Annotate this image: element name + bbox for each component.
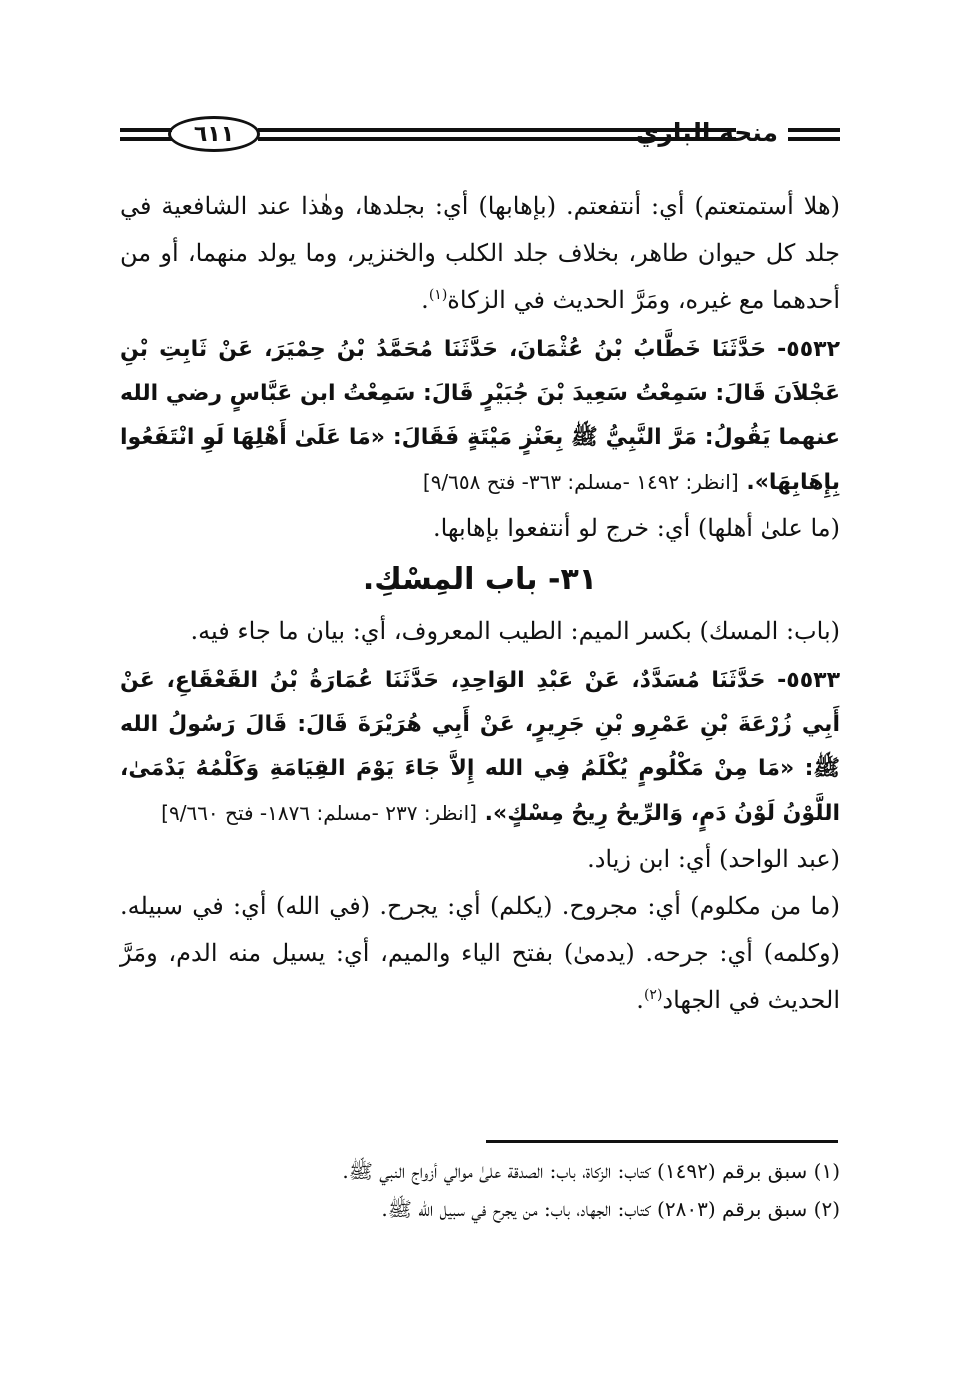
chapter-heading: ٣١- باب المِسْكِ. — [362, 562, 598, 597]
hadith-5532: ٥٥٣٢- حَدَّثَنَا خَطَّابُ بْنُ عُثْمَانَ، حَدَّثَنَا مُحَمَّدُ بْنُ حِمْيَرَ، عَنْ ثَابِتِ بْنِ عَجْلاَنَ قَالَ: سَمِعْتُ سَعِيدَ بْنَ جُبَيْرٍ قَالَ: سَمِعْتُ ابن عَبَّاسٍ رضي الله عنهما يَقُولُ: مَرَّ النَّبِيُّ ﷺ بِعَنْزٍ مَيْتَةٍ فَقَالَ: «مَا عَلَىٰ أَهْلِهَا لَوِ انْتَفَعُوا بِإِهَابِهَا». [انظر: ١٤٩٢ -مسلم: ٣٦٣- فتح ٩/٦٥٨] — [120, 337, 840, 495]
hadith-5533-reference: [انظر: ٢٣٧ -مسلم: ١٨٧٦- فتح ٩/٦٦٠] — [161, 801, 477, 825]
footnote-1: (١) سبق برقم (١٤٩٢) كتاب: الزكاة، باب: الصدقة علىٰ موالي أزواج النبي ﷺ. — [342, 1159, 840, 1183]
header-rule-right — [788, 128, 840, 141]
footnote-2: (٢) سبق برقم (٢٨٠٣) كتاب: الجهاد، باب: من يجرح في سبيل الله ﷺ. — [381, 1197, 840, 1221]
commentary-paragraph-5: (ما من مكلوم) أي: مجروح. (يكلم) أي: يجرح. (في الله) أي: في سبيله. (وكلمه) أي: جرحه. (يدمىٰ) بفتح الياء والميم، أي: يسيل منه الدم، ومَرَّ الحديث في الجهاد$^{(٢)}$. — [120, 892, 840, 1014]
footnote-marker-1[interactable]: (١) — [428, 287, 448, 303]
running-title: منحة الباري — [635, 118, 778, 147]
commentary-paragraph-3: (باب: المسك) بكسر الميم: الطيب المعروف، أي: بيان ما جاء فيه. — [190, 617, 840, 645]
header-rule-left — [120, 128, 172, 141]
hadith-5533: ٥٥٣٣- حَدَّثَنَا مُسَدَّدٌ، عَنْ عَبْدِ الوَاحِدِ، حَدَّثَنَا عُمَارَةُ بْنُ القَعْقَاعِ، عَنْ أَبِي زُرْعَةَ بْنِ عَمْرِو بْنِ جَرِيرٍ، عَنْ أَبِي هُرَيْرَةَ قَالَ: قَالَ رَسُولُ الله ﷺ: «مَا مِنْ مَكْلُومٍ يُكْلَمُ فِي الله إِلاَّ جَاءَ يَوْمَ القِيَامَةِ وَكَلْمُهُ يَدْمَىٰ، اللَّوْنُ لَوْنُ دَمٍ، وَالرِّيحُ رِيحُ مِسْكٍ». [انظر: ٢٣٧ -مسلم: ١٨٧٦- فتح ٩/٦٦٠] — [120, 668, 840, 826]
footnote-marker-2[interactable]: (٢) — [643, 987, 663, 1003]
commentary-paragraph-1: (هلا أستمتعتم) أي: أنتفعتم. (بإهابها) أي: بجلدها، وهٰذا عند الشافعية في جلد كل حيوان طاهر، بخلاف جلد الكلب والخنزير، وما يولد منهما، أو من أحدهما مع غيره، ومَرَّ الحديث في الزكاة$^{(١)}$. — [120, 192, 840, 314]
page-header — [120, 112, 840, 158]
page-number: ٦١١ — [168, 116, 260, 152]
commentary-paragraph-2: (ما علىٰ أهلها) أي: خرج لو أنتفعوا بإهابها. — [432, 514, 840, 542]
hadith-5532-reference: [انظر: ١٤٩٢ -مسلم: ٣٦٣- فتح ٩/٦٥٨] — [422, 470, 739, 494]
footnote-separator — [486, 1140, 838, 1143]
main-text — [120, 183, 840, 1024]
footnotes — [120, 1152, 840, 1228]
commentary-paragraph-4: (عبد الواحد) أي: ابن زياد. — [587, 845, 840, 873]
